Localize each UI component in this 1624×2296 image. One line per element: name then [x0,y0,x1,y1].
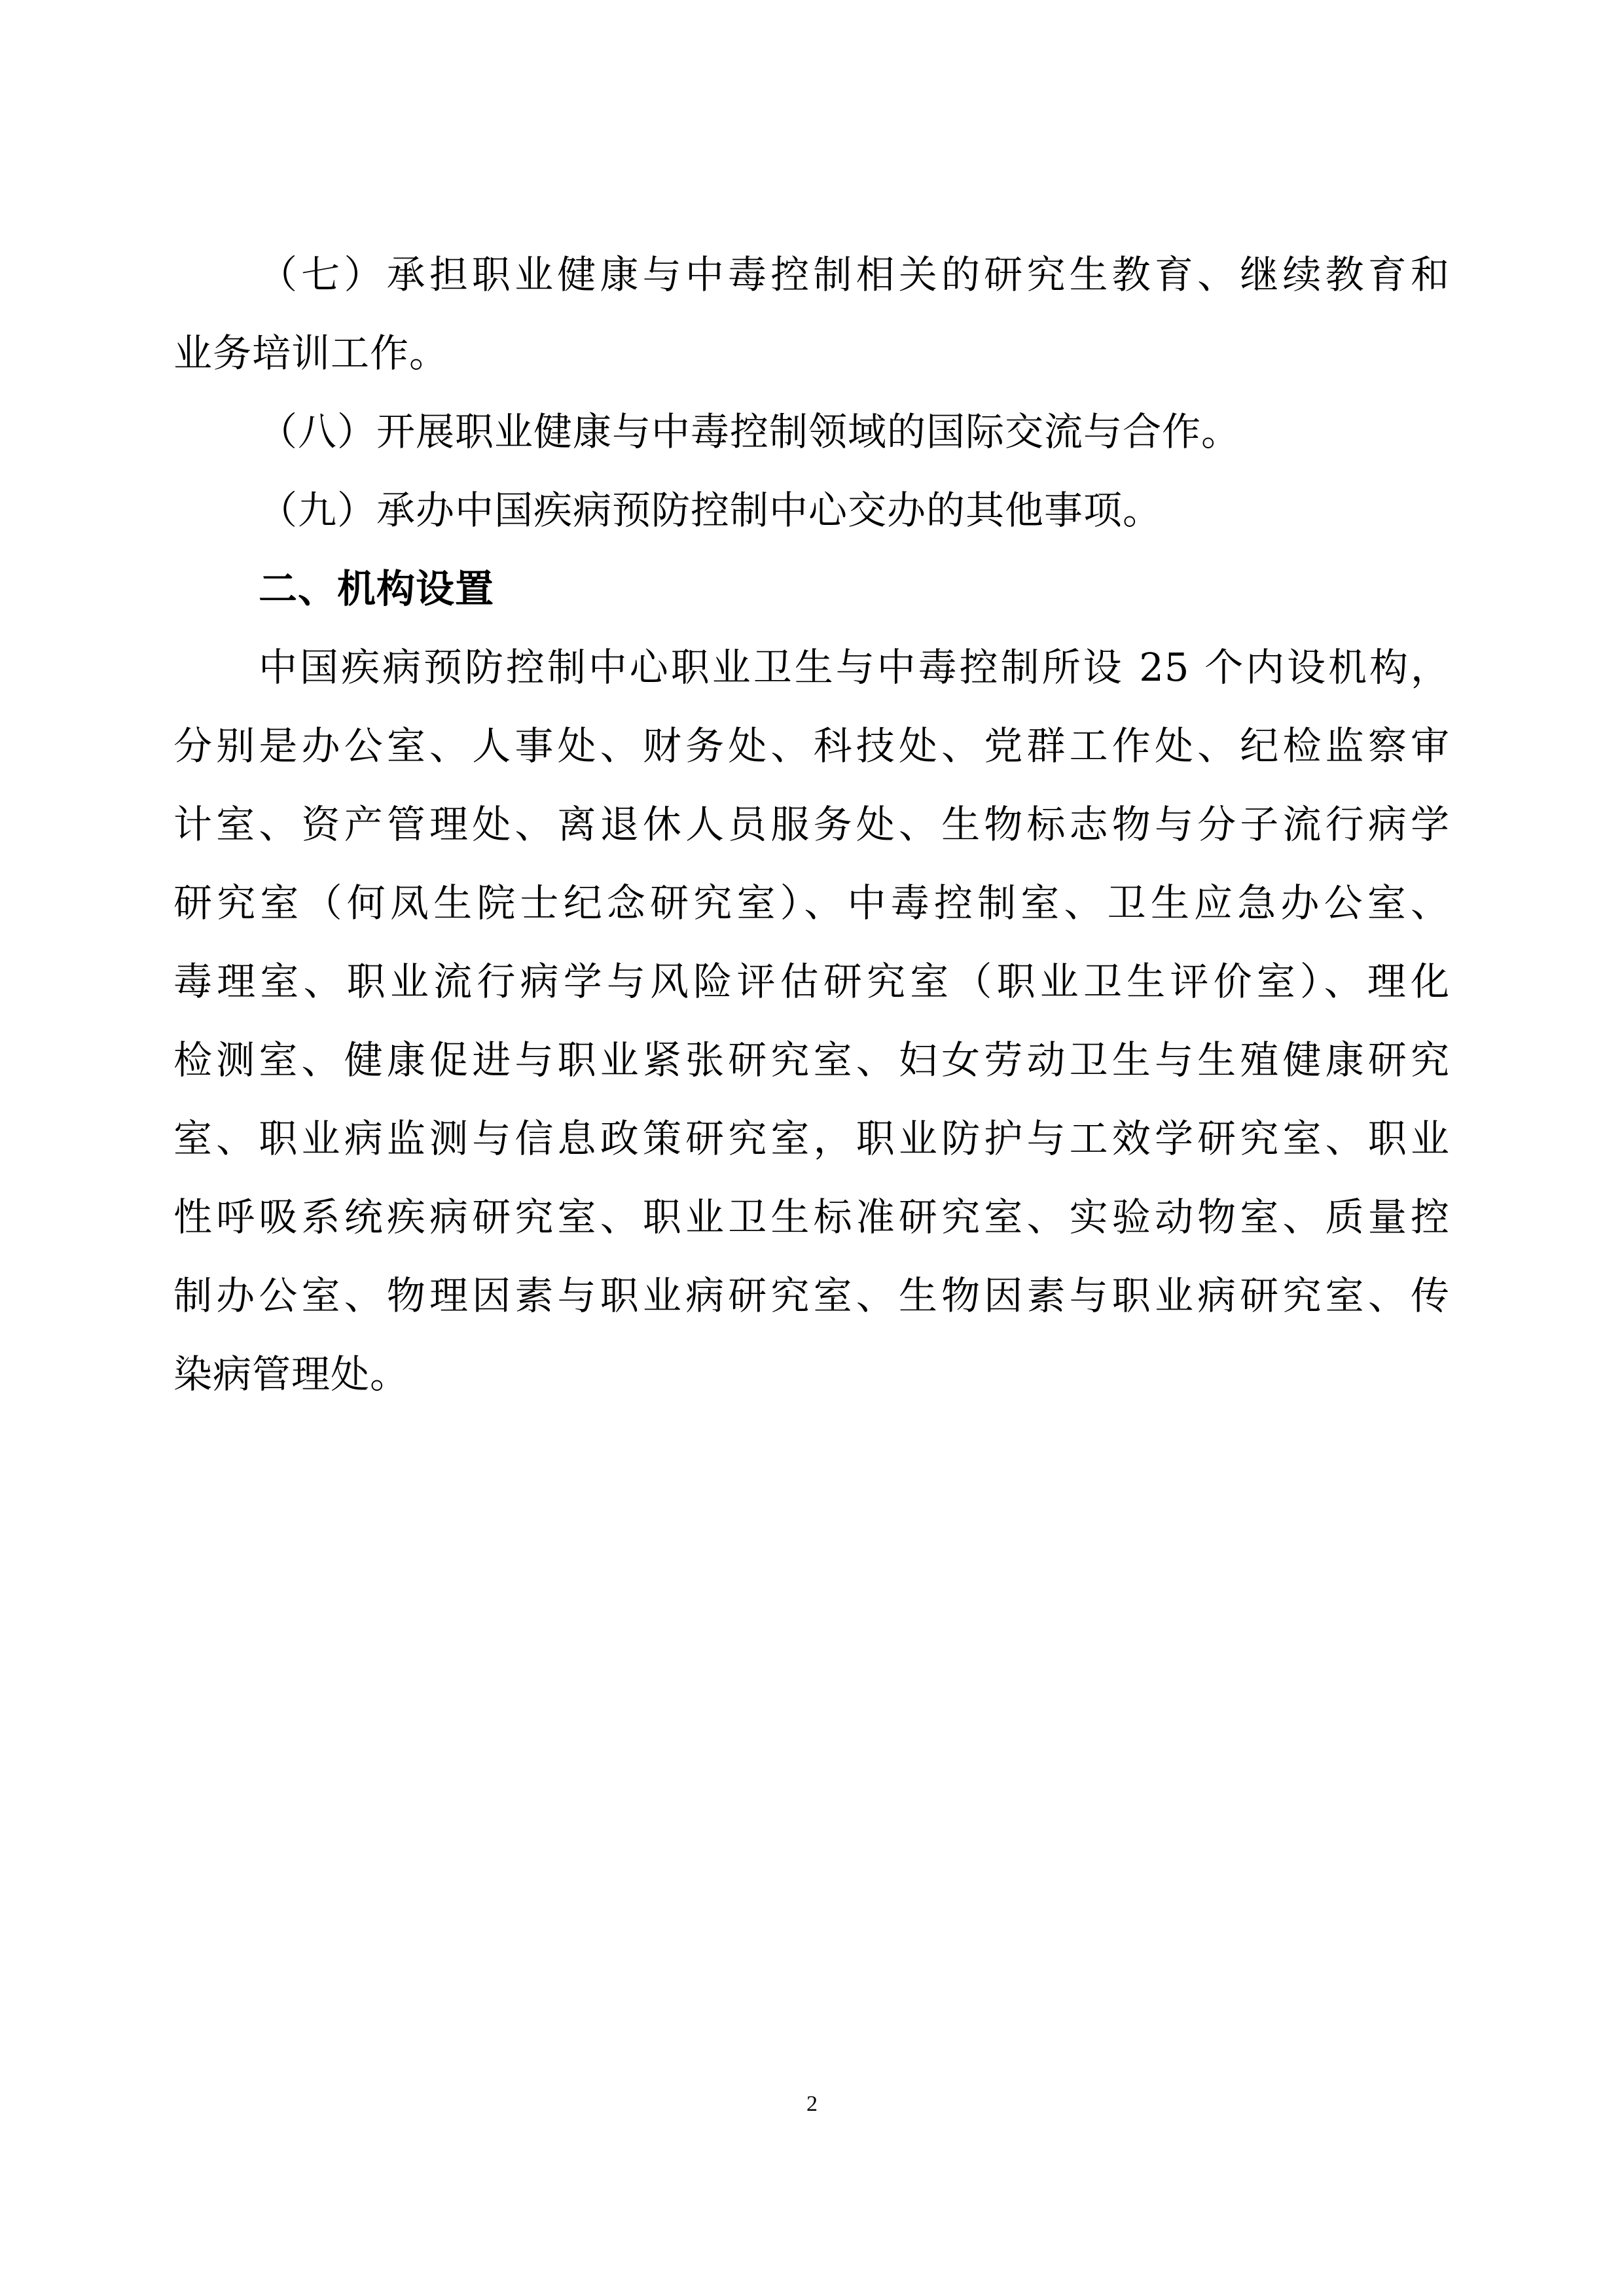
text-line: （七）承担职业健康与中毒控制相关的研究生教育、继续教育和 [259,252,1450,297]
text-line: 性呼吸系统疾病研究室、职业卫生标准研究室、实验动物室、质量控 [173,1194,1450,1240]
text-line: 研究室（何凤生院士纪念研究室）、中毒控制室、卫生应急办公室、 [173,880,1450,925]
text-line: 染病管理处。 [173,1352,410,1397]
text-line: （九）承办中国疾病预防控制中心交办的其他事项。 [259,488,1163,533]
text-line: 检测室、健康促进与职业紧张研究室、妇女劳动卫生与生殖健康研究 [173,1037,1450,1083]
text-line: 分别是办公室、人事处、财务处、科技处、党群工作处、纪检监察审 [173,723,1450,768]
text-line: （八）开展职业健康与中毒控制领域的国际交流与合作。 [259,409,1241,454]
text-line: 业务培训工作。 [173,331,449,376]
text-line: 中国疾病预防控制中心职业卫生与中毒控制所设 25 个内设机构， [259,645,1450,690]
page-number: 2 [806,2092,818,2116]
text-line: 室、职业病监测与信息政策研究室，职业防护与工效学研究室、职业 [173,1116,1450,1161]
text-line: 计室、资产管理处、离退休人员服务处、生物标志物与分子流行病学 [173,802,1450,847]
section-heading: 二、机构设置 [259,566,495,611]
text-line: 毒理室、职业流行病学与风险评估研究室（职业卫生评价室）、理化 [173,959,1450,1004]
text-line: 制办公室、物理因素与职业病研究室、生物因素与职业病研究室、传 [173,1273,1450,1318]
